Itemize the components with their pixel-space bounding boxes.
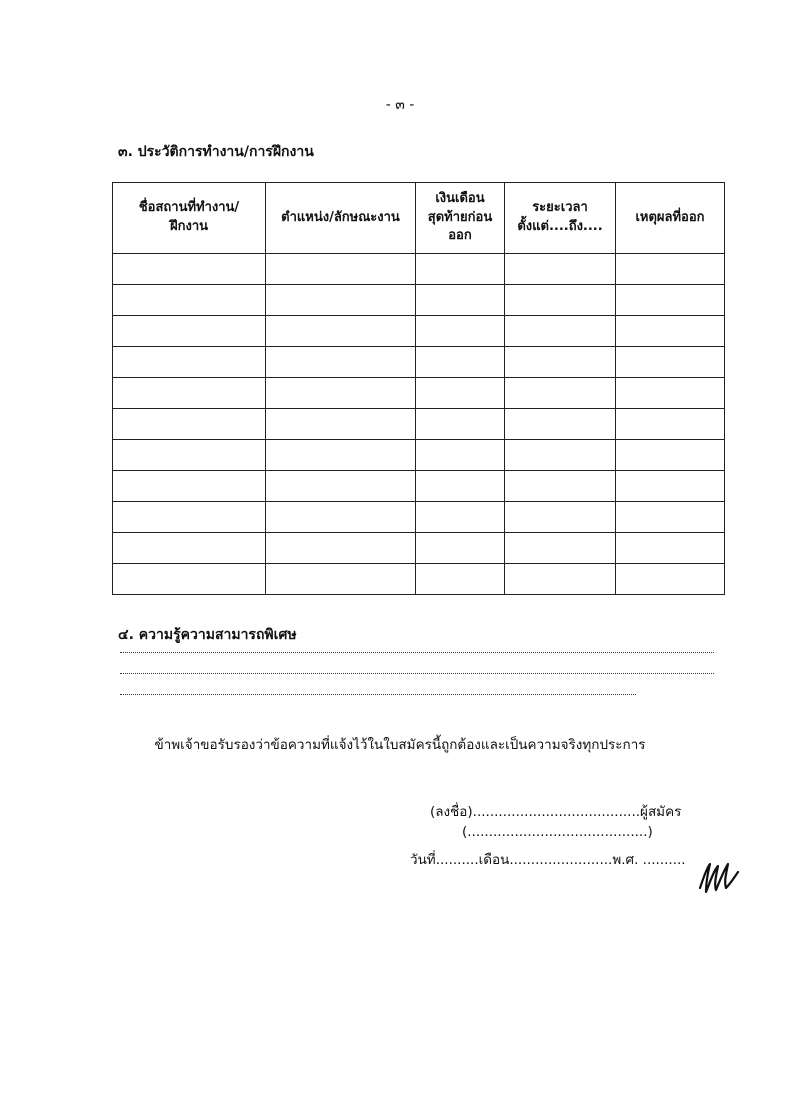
table-cell[interactable]	[505, 471, 616, 502]
table-row	[113, 471, 725, 502]
table-row	[113, 378, 725, 409]
table-cell[interactable]	[616, 316, 725, 347]
header-line: ตำแหน่ง/ลักษณะงาน	[281, 209, 400, 225]
header-last-salary	[416, 183, 505, 254]
table-cell[interactable]	[113, 471, 266, 502]
table-cell[interactable]	[416, 409, 505, 440]
table-cell[interactable]	[616, 440, 725, 471]
section-3-title: ๓. ประวัติการทำงาน/การฝึกงาน	[118, 144, 314, 160]
signature-line[interactable]: (ลงชื่อ).......................................ผู้สมัคร	[430, 804, 682, 820]
table-cell[interactable]	[616, 254, 725, 285]
certification-statement: ข้าพเจ้าขอรับรองว่าข้อความที่แจ้งไว้ในใบสมัครนี้ถูกต้องและเป็นความจริงทุกประการ	[154, 737, 646, 753]
special-skills-line-1[interactable]	[120, 652, 714, 653]
table-cell[interactable]	[616, 564, 725, 595]
header-reason-left	[616, 183, 725, 254]
table-cell[interactable]	[113, 347, 266, 378]
table-cell[interactable]	[266, 471, 416, 502]
table-cell[interactable]	[266, 533, 416, 564]
table-row	[113, 316, 725, 347]
table-cell[interactable]	[416, 254, 505, 285]
table-cell[interactable]	[113, 440, 266, 471]
table-cell[interactable]	[266, 347, 416, 378]
table-cell[interactable]	[505, 285, 616, 316]
table-cell[interactable]	[416, 440, 505, 471]
table-cell[interactable]	[416, 316, 505, 347]
header-line: เงินเดือน	[435, 190, 485, 206]
handwritten-initials-mark	[694, 858, 742, 898]
table-row	[113, 502, 725, 533]
header-line: สุดท้ายก่อน	[427, 209, 493, 225]
table-cell[interactable]	[616, 285, 725, 316]
table-cell[interactable]	[266, 564, 416, 595]
table-row	[113, 285, 725, 316]
special-skills-line-3[interactable]	[120, 694, 636, 695]
table-cell[interactable]	[505, 564, 616, 595]
table-cell[interactable]	[505, 347, 616, 378]
table-header-row	[113, 183, 725, 254]
applicant-name-line[interactable]: (..........................................)	[462, 824, 653, 840]
table-cell[interactable]	[266, 316, 416, 347]
header-line: ออก	[448, 228, 472, 244]
table-cell[interactable]	[416, 533, 505, 564]
header-line: เหตุผลที่ออก	[635, 209, 705, 225]
date-line[interactable]: วันที่..........เดือน........................พ.ศ. ..........	[410, 852, 686, 868]
table-row	[113, 409, 725, 440]
table-cell[interactable]	[113, 316, 266, 347]
work-history-rows	[113, 254, 725, 595]
header-line: ฝึกงาน	[169, 219, 209, 234]
table-cell[interactable]	[266, 378, 416, 409]
table-cell[interactable]	[505, 502, 616, 533]
table-row	[113, 564, 725, 595]
work-history-table	[112, 182, 725, 595]
table-cell[interactable]	[266, 502, 416, 533]
table-cell[interactable]	[416, 285, 505, 316]
header-line: ชื่อสถานที่ทำงาน/	[138, 200, 240, 216]
table-row	[113, 533, 725, 564]
table-cell[interactable]	[416, 471, 505, 502]
table-cell[interactable]	[113, 502, 266, 533]
header-workplace	[113, 183, 266, 254]
table-row	[113, 254, 725, 285]
table-cell[interactable]	[505, 533, 616, 564]
table-cell[interactable]	[616, 347, 725, 378]
table-cell[interactable]	[505, 378, 616, 409]
table-cell[interactable]	[505, 316, 616, 347]
header-line: ตั้งแต่....ถึง....	[517, 219, 603, 234]
table-cell[interactable]	[616, 471, 725, 502]
table-cell[interactable]	[416, 378, 505, 409]
table-cell[interactable]	[416, 564, 505, 595]
table-row	[113, 440, 725, 471]
table-cell[interactable]	[616, 533, 725, 564]
table-row	[113, 347, 725, 378]
page-number: - ๓ -	[385, 97, 415, 113]
table-cell[interactable]	[113, 285, 266, 316]
section-4-title: ๔. ความรู้ความสามารถพิเศษ	[118, 627, 297, 643]
table-cell[interactable]	[616, 409, 725, 440]
table-cell[interactable]	[616, 378, 725, 409]
table-cell[interactable]	[616, 502, 725, 533]
table-cell[interactable]	[113, 254, 266, 285]
table-cell[interactable]	[113, 409, 266, 440]
table-cell[interactable]	[505, 440, 616, 471]
header-position	[266, 183, 416, 254]
table-cell[interactable]	[266, 285, 416, 316]
table-cell[interactable]	[505, 254, 616, 285]
table-cell[interactable]	[113, 564, 266, 595]
table-cell[interactable]	[113, 533, 266, 564]
header-line: ระยะเวลา	[532, 200, 588, 216]
table-cell[interactable]	[266, 254, 416, 285]
table-cell[interactable]	[416, 502, 505, 533]
table-cell[interactable]	[113, 378, 266, 409]
table-cell[interactable]	[505, 409, 616, 440]
header-period	[505, 183, 616, 254]
table-cell[interactable]	[266, 440, 416, 471]
table-cell[interactable]	[416, 347, 505, 378]
table-cell[interactable]	[266, 409, 416, 440]
special-skills-line-2[interactable]	[120, 673, 714, 674]
